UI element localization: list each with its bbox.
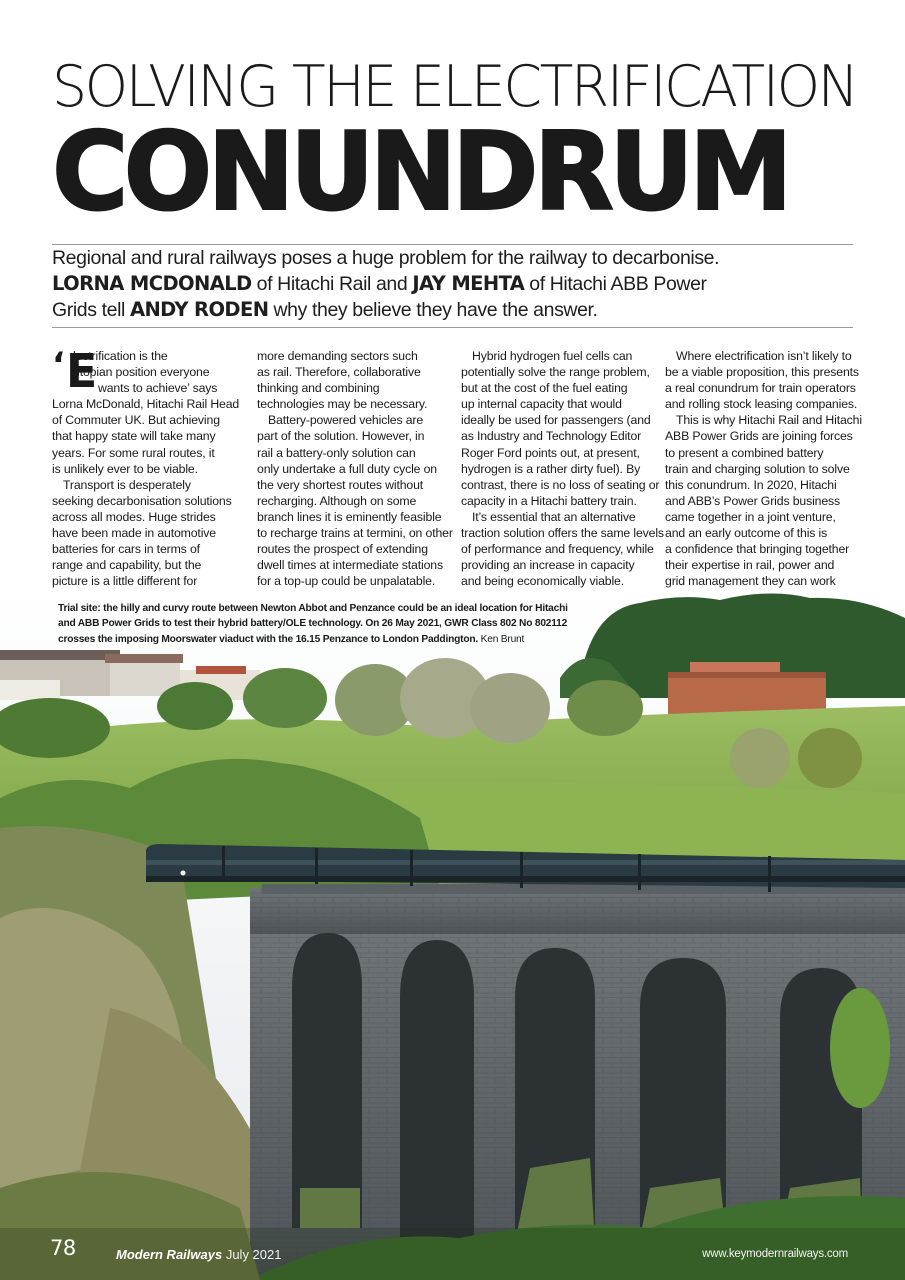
body-line: Lorna McDonald, Hitachi Rail Head [52,397,240,412]
body-line: Roger Ford points out, at present, [461,445,640,460]
body-line: thinking and combining [257,381,380,396]
headline-line-2: CONUNDRUM [52,110,788,235]
body-line: Hybrid hydrogen fuel cells can [472,349,633,363]
headline-line-1: SOLVING THE ELECTRIFICATION [52,54,857,120]
body-line: the very shortest routes without [257,477,424,492]
standfirst-line-2 [52,271,852,297]
author-name-1: LORNA MCDONALD [52,272,252,295]
standfirst-line-3 [52,297,852,323]
body-line: up internal capacity that would [461,397,622,412]
body-line: part of the solution. However, in [257,429,425,444]
body-line: and rolling stock leasing companies. [665,397,858,412]
body-line: contrast, there is no loss of seating or [461,477,660,492]
caption-text: crosses the imposing Moorswater viaduct with the 16.15 Penzance to London Paddington. [58,633,478,645]
body-line: Transport is desperately [63,477,191,492]
body-line: providing an increase in capacity [461,558,635,573]
body-line: a confidence that bringing together [665,542,850,557]
body-line: only undertake a full duty cycle on [257,461,437,476]
body-line: but at the cost of the fuel eating [461,381,628,396]
body-line: and ABB’s Power Grids business [665,493,841,508]
body-line: a real conundrum for train operators [665,381,856,396]
body-line: capacity in a Hitachi battery train. [461,493,637,508]
standfirst [52,245,852,323]
body-line: rail a battery-only solution can [257,445,416,460]
footer-magazine [116,1247,281,1262]
page-number: 78 [50,1236,76,1260]
body-line: grid management they can work [665,574,836,589]
body-line: be a viable proposition, this presents [665,365,859,380]
body-line: to recharge trains at termini, on other [257,526,453,541]
standfirst-text: Grids tell [52,299,130,321]
body-line: have been made in automotive [52,526,216,541]
body-column-3 [461,348,664,589]
body-line: This is why Hitachi Rail and Hitachi [676,413,862,428]
standfirst-text: why they believe they have the answer. [268,299,598,321]
body-line: routes the prospect of extending [257,542,428,557]
body-line: their expertise in rail, power and [665,558,835,573]
caption-line-2: and ABB Power Grids to test their hybrid battery/OLE technology. On 26 May 2021, GWR Class 802 No 802112 [58,618,568,630]
body-line: more demanding sectors such [257,349,418,363]
body-line: ABB Power Grids are joining forces [665,429,853,444]
body-line: as Industry and Technology Editor [461,429,642,444]
body-line: to present a combined battery [665,445,824,460]
standfirst-bottom-rule [52,327,853,328]
body-line: this conundrum. In 2020, Hitachi [665,477,837,492]
body-line: picture is a little different for [52,574,198,589]
body-line: of Commuter UK. But achieving [52,413,220,428]
body-line: traction solution offers the same levels [461,526,664,541]
drop-cap-quote: ‘ [52,345,65,385]
body-column-2 [257,348,453,589]
body-line: years. For some rural routes, it [52,445,215,460]
body-column-4 [665,348,862,589]
photo-credit: Ken Brunt [478,633,525,645]
body-line: and being economically viable. [461,574,624,589]
body-line: of performance and frequency, while [461,542,654,557]
body-line: lectrification is the [73,349,168,363]
body-line: technologies may be necessary. [257,397,428,412]
author-name-2: JAY MEHTA [412,272,525,295]
body-line: It’s essential that an alternative [472,509,636,524]
body-line: utopian position everyone [73,365,210,380]
body-line: across all modes. Huge strides [52,509,216,524]
body-line: is unlikely ever to be viable. [52,461,198,476]
issue-date: July 2021 [225,1247,282,1262]
body-line: branch lines it is eminently feasible [257,509,442,524]
caption-line-1: Trial site: the hilly and curvy route between Newton Abbot and Penzance could be an ideal location for Hitachi [58,603,568,614]
body-line: Battery-powered vehicles are [268,413,424,428]
magazine-name: Modern Railways [116,1247,223,1262]
body-line: seeking decarbonisation solutions [52,493,232,508]
body-line: that happy state will take many [52,429,216,444]
body-line: and an early outcome of this is [665,526,828,541]
standfirst-line-1: Regional and rural railways poses a huge problem for the railway to decarbonise. [52,247,720,269]
body-line: train and charging solution to solve [665,461,850,476]
writer-name: ANDY RODEN [129,298,269,321]
body-line: dwell times at intermediate stations [257,558,443,573]
body-line: range and capability, but the [52,558,202,573]
body-line: Where electrification isn’t likely to [676,349,852,363]
body-line: potentially solve the range problem, [461,365,650,380]
photo-caption [58,601,578,647]
body-column-1 [52,348,238,589]
standfirst-text: of Hitachi Rail and [251,273,413,295]
standfirst-text: of Hitachi ABB Power [524,273,707,295]
body-line: came together in a joint venture, [665,509,836,524]
body-line: hydrogen is a rather dirty fuel). By [461,461,641,476]
caption-line-3 [58,632,578,647]
body-line: recharging. Although on some [257,493,417,508]
body-line: wants to achieve’ says [98,381,218,396]
body-line: as rail. Therefore, collaborative [257,365,421,380]
viaduct-photo [0,588,905,1280]
footer-url[interactable]: www.keymodernrailways.com [702,1248,848,1260]
body-line: for a top-up could be unpalatable. [257,574,436,589]
body-line: ideally be used for passengers (and [461,413,651,428]
body-line: batteries for cars in terms of [52,542,200,557]
drop-cap-letter: E [65,344,98,398]
